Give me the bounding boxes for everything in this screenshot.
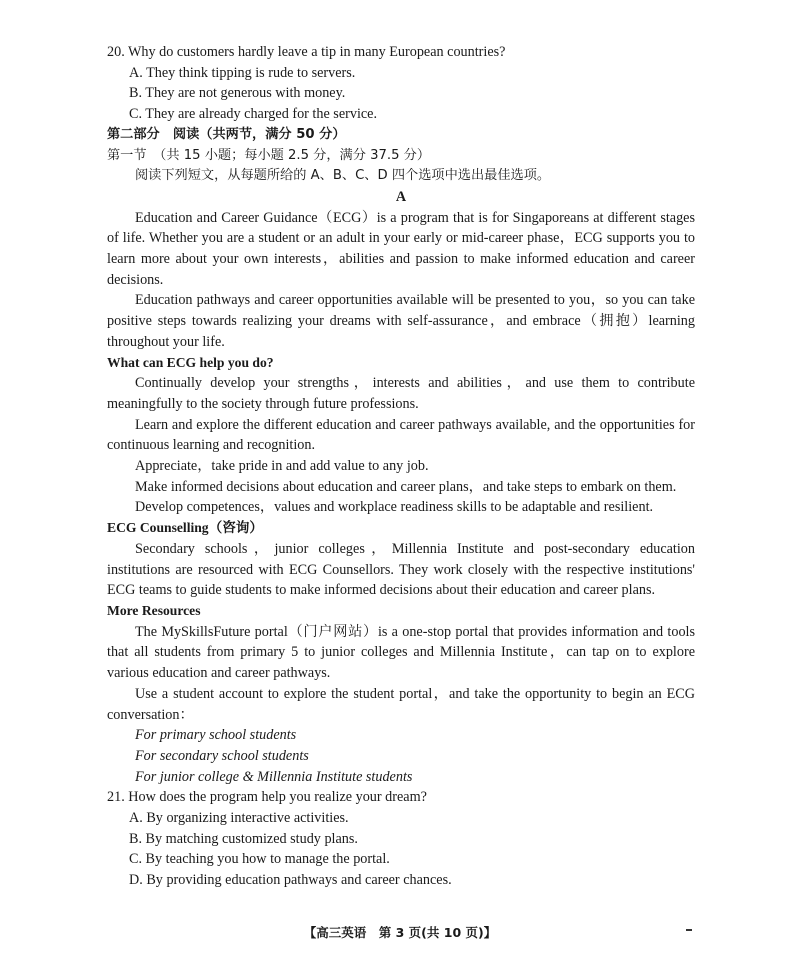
help-item: Develop competences，values and workplace readiness skills to be adaptable and resilient.: [135, 499, 654, 516]
footer-dash: [686, 929, 692, 931]
intro-paragraph-2: Education pathways and career opportunities available will be presented to you，so you can take positive steps towards realizing your dreams with self-assurance，and embrace（拥抱）learning throughout your life.: [107, 292, 695, 350]
heading-counselling: ECG Counselling（咨询）: [107, 520, 263, 536]
passage-label: A: [395, 188, 407, 205]
link-primary-students: For primary school students: [135, 727, 297, 744]
counselling-paragraph: Secondary schools，junior colleges，Millennia Institute and post-secondary education institutions are resourced with ECG Counsellors. They work closely with the respective institutions' ECG teams to guide students to make informed decisions about their education and career plans.: [107, 540, 695, 599]
section1-title: 第一节 （共 15 小题；每小题 2.5 分，满分 37.5 分）: [107, 147, 431, 163]
link-secondary-students: For secondary school students: [135, 747, 309, 764]
q21-option-d: D. By providing education pathways and career chances.: [129, 872, 452, 889]
q20-option-b: B. They are not generous with money.: [129, 85, 346, 102]
resources-paragraph-2: Use a student account to explore the student portal，and take the opportunity to begin an ECG conversation：: [107, 685, 695, 723]
instruction: 阅读下列短文，从每题所给的 A、B、C、D 四个选项中选出最佳选项。: [135, 168, 551, 184]
page-footer: 【高三英语 第 3 页(共 10 页)】: [303, 925, 497, 940]
intro-paragraph-1: Education and Career Guidance（ECG）is a program that is for Singaporeans at different stages of life. Whether you are a student or an adult in your early or mid-career phase，ECG supports you to learn more about your own interests，abilities and passion to make informed education and career decisions.: [107, 209, 695, 288]
q21-question: 21. How does the program help you realize your dream?: [107, 789, 427, 806]
link-jc-millennia-students: For junior college & Millennia Institute students: [135, 768, 413, 785]
heading-what-can-ecg: What can ECG help you do?: [107, 354, 274, 370]
q21-option-a: A. By organizing interactive activities.: [129, 810, 349, 827]
help-item: Make informed decisions about education and career plans，and take steps to embark on them.: [135, 478, 677, 495]
part2-title: 第二部分 阅读（共两节，满分 50 分）: [107, 126, 346, 142]
q21-option-b: B. By matching customized study plans.: [129, 830, 358, 847]
q20-option-a: A. They think tipping is rude to servers.: [129, 64, 356, 81]
q21-option-c: C. By teaching you how to manage the portal.: [129, 851, 390, 868]
resources-paragraph-1: The MySkillsFuture portal（门户网站）is a one-stop portal that provides information and tools that all students from primary 5 to junior colleges and Millennia Institute，can tap on to explore various education and career pathways.: [107, 623, 695, 682]
help-item: Continually develop your strengths，interests and abilities，and use them to contribute meaningfully to the society through future professions.: [107, 375, 695, 412]
help-item: Learn and explore the different education and career pathways available, and the opportunities for continuous learning and recognition.: [107, 416, 695, 454]
help-item: Appreciate，take pride in and add value to any job.: [135, 458, 429, 475]
heading-more-resources: More Resources: [107, 602, 201, 618]
q20-option-c: C. They are already charged for the service.: [129, 106, 378, 123]
q20-question: 20. Why do customers hardly leave a tip in many European countries?: [107, 44, 506, 60]
